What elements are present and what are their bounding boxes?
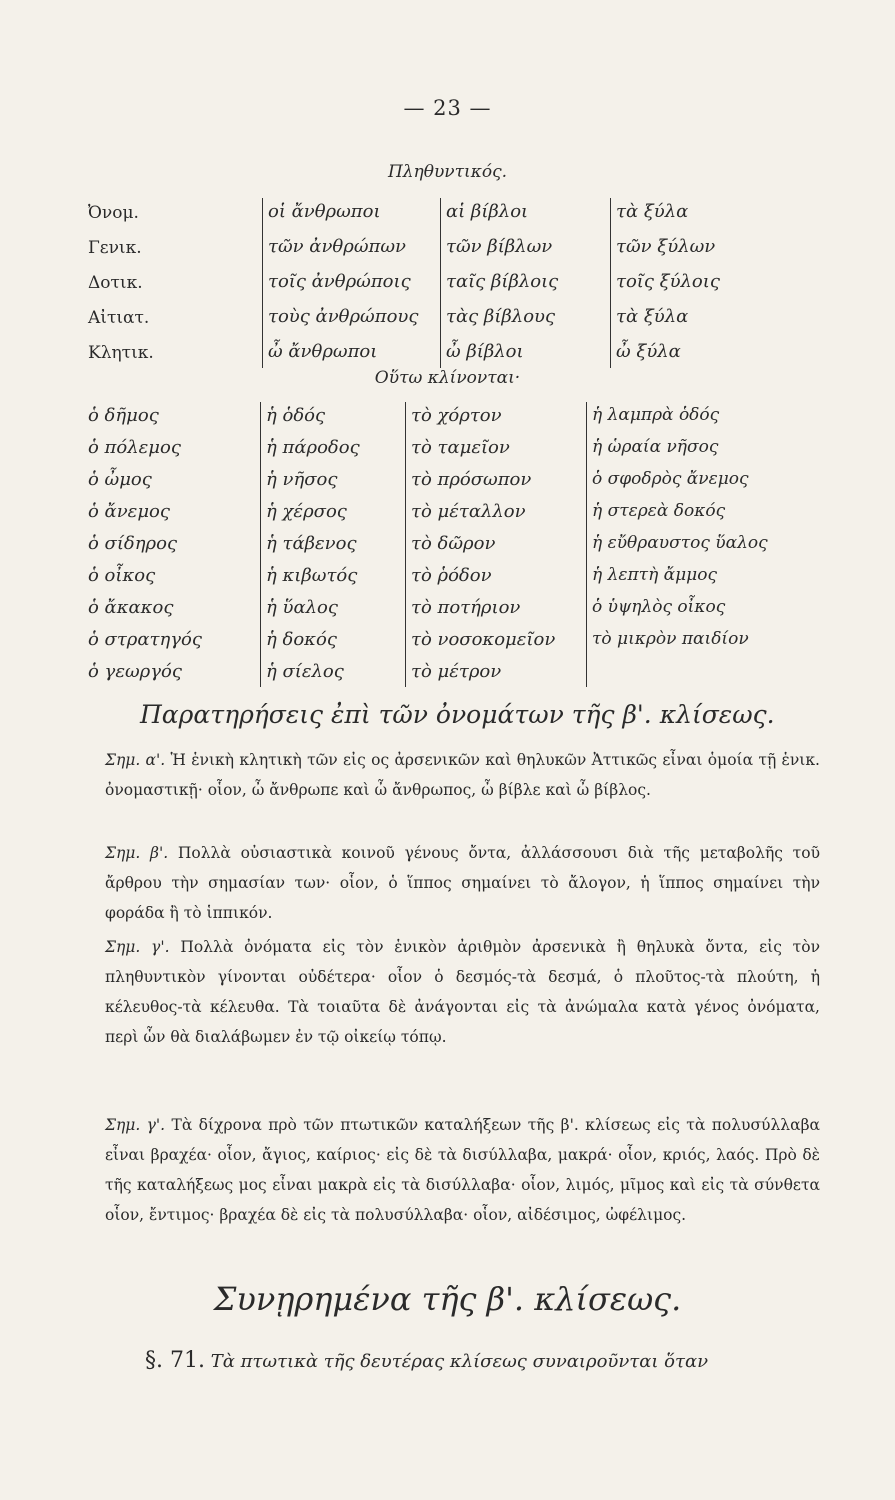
plural-cell: ὦ βίβλοι — [446, 341, 524, 362]
column-rule — [260, 402, 261, 687]
plural-cell: ὦ ἄνθρωποι — [268, 341, 378, 362]
noun-cell: τὸ δῶρον — [411, 533, 496, 554]
plural-cell: τῶν ξύλων — [616, 236, 716, 257]
plural-cell: αἱ βίβλοι — [446, 201, 529, 222]
paragraph-71 — [145, 1348, 708, 1373]
plural-cell: τοὺς ἀνθρώπους — [268, 306, 419, 327]
column-rule — [610, 198, 611, 368]
noun-cell: ἡ πάροδος — [266, 437, 360, 458]
noun-cell: τὸ ταμεῖον — [411, 437, 510, 458]
noun-cell: ἡ δοκός — [266, 629, 337, 650]
plural-cell: τοῖς ἀνθρώποις — [268, 271, 411, 292]
noun-cell: ἡ λεπτὴ ἄμμος — [592, 565, 717, 585]
noun-cell: ὁ ἄκακος — [88, 597, 174, 618]
noun-cell: τὸ χόρτον — [411, 405, 502, 426]
noun-cell: τὸ νοσοκομεῖον — [411, 629, 556, 650]
noun-cell: ὁ ἄνεμος — [88, 501, 170, 522]
noun-cell: ἡ στερεὰ δοκός — [592, 501, 726, 521]
case-label: Γενικ. — [88, 238, 142, 258]
noun-cell: ὁ σφοδρὸς ἄνεμος — [592, 469, 749, 489]
plural-cell: ταῖς βίβλοις — [446, 271, 559, 292]
case-label: Κλητικ. — [88, 343, 154, 363]
noun-cell: ὁ σίδηρος — [88, 533, 178, 554]
noun-cell: ὁ δῆμος — [88, 405, 159, 426]
case-label: Αἰτιατ. — [88, 308, 150, 328]
column-rule — [440, 198, 441, 368]
note-text: Πολλὰ ὀνόματα εἰς τὸν ἑνικὸν ἀριθμὸν ἀρσενικὰ ἢ θηλυκὰ ὄντα, εἰς τὸν πληθυντικὸν γίνονται οὐδέτερα· οἷον ὁ δεσμός-τὰ δεσμά, ὁ πλοῦτος-τὰ πλούτη, ἡ κέλευθος-τὰ κέλευθα. Τὰ τοιαῦτα δὲ ἀνάγονται εἰς τὰ ἀνώμαλα κατὰ γένος ὀνόματα, περὶ ὧν θὰ διαλάβωμεν ἐν τῷ οἰκείῳ τόπῳ. — [105, 938, 821, 1046]
noun-cell: τὸ ποτήριον — [411, 597, 521, 618]
column-rule — [262, 198, 263, 368]
noun-cell: τὸ μέτρον — [411, 661, 502, 682]
noun-cell: ὁ πόλεμος — [88, 437, 181, 458]
plural-cell: τῶν βίβλων — [446, 236, 553, 257]
page-number: — 23 — — [403, 96, 492, 120]
noun-cell: ἡ ὁδός — [266, 405, 326, 426]
noun-cell: ἡ λαμπρὰ ὁδός — [592, 405, 720, 425]
noun-cell: τὸ πρόσωπον — [411, 469, 532, 490]
note-text: Τὰ δίχρονα πρὸ τῶν πτωτικῶν καταλήξεων τῆς β'. κλίσεως εἰς τὰ πολυσύλλαβα εἶναι βραχέα· οἷον, ἄγιος, καίριος· εἰς δὲ τὰ δισύλλαβα, μακρά· οἷον, κριός, λαός. Πρὸ δὲ τῆς καταλήξεως μος εἶναι μακρὰ εἰς τὰ δισύλλαβα· οἷον, λιμός, μῖμος καὶ εἰς τὰ σύνθετα οἷον, ἔντιμος· βραχέα δὲ εἰς τὰ πολυσύλλαβα· οἷον, αἰδέσιμος, ὠφέλιμος. — [105, 1116, 821, 1224]
note-label: Σημ. α'. — [105, 751, 166, 769]
noun-cell: τὸ μέταλλον — [411, 501, 526, 522]
plural-cell: οἱ ἄνθρωποι — [268, 201, 381, 222]
noun-cell: τὸ μικρὸν παιδίον — [592, 629, 749, 649]
note-label: Σημ. γ'. — [105, 938, 170, 956]
plural-cell: τὰ ξύλα — [616, 201, 689, 222]
plural-cell: τῶν ἀνθρώπων — [268, 236, 406, 257]
case-label: Ὀνομ. — [88, 203, 139, 223]
column-rule — [586, 402, 587, 687]
noun-cell: ὁ οἶκος — [88, 565, 156, 586]
section-number: §. 71. — [145, 1348, 205, 1373]
noun-cell: τὸ ῥόδον — [411, 565, 492, 586]
note — [105, 1110, 820, 1230]
noun-cell: ἡ χέρσος — [266, 501, 347, 522]
plural-cell: τὰς βίβλους — [446, 306, 556, 327]
noun-cell: ἡ τάβενος — [266, 533, 357, 554]
column-rule — [405, 402, 406, 687]
note-text: Ἡ ἑνικὴ κλητικὴ τῶν εἰς ος ἀρσενικῶν καὶ θηλυκῶν Ἀττικῶς εἶναι ὁμοία τῇ ἑνικ. ὀνομαστικῇ· οἷον, ὦ ἄνθρωπε καὶ ὦ ἄνθρωπος, ὦ βίβλε καὶ ὦ βίβλος. — [105, 751, 820, 799]
noun-cell: ἡ ὕαλος — [266, 597, 338, 618]
noun-cell: ὁ ὑψηλὸς οἶκος — [592, 597, 726, 617]
noun-cell: ὁ γεωργός — [88, 661, 182, 682]
contracted-title: Συνῃρημένα τῆς β'. κλίσεως. — [213, 1280, 682, 1318]
declension-heading: Οὕτω κλίνονται· — [374, 368, 521, 388]
noun-cell: ἡ εὔθραυστος ὕαλος — [592, 533, 768, 553]
note — [105, 745, 820, 805]
noun-cell: ἡ νῆσος — [266, 469, 338, 490]
note-label: Σημ. β'. — [105, 844, 169, 862]
note-text: Πολλὰ οὐσιαστικὰ κοινοῦ γένους ὄντα, ἀλλάσσουσι διὰ τῆς μεταβολῆς τοῦ ἄρθρου τὴν σημασίαν των· οἷον, ὁ ἵππος σημαίνει τὸ ἄλογον, ἡ ἵππος σημαίνει τὴν φοράδα ἢ τὸ ἱππικόν. — [105, 844, 820, 922]
section-title: Παρατηρήσεις ἐπὶ τῶν ὀνομάτων τῆς β'. κλίσεως. — [140, 700, 775, 729]
plural-cell: τὰ ξύλα — [616, 306, 689, 327]
paragraph-text: Τὰ πτωτικὰ τῆς δευτέρας κλίσεως συναιροῦνται ὅταν — [210, 1351, 709, 1372]
noun-cell: ὁ στρατηγός — [88, 629, 202, 650]
note — [105, 838, 820, 928]
noun-cell: ἡ κιβωτός — [266, 565, 358, 586]
plural-cell: τοῖς ξύλοις — [616, 271, 720, 292]
noun-cell: ἡ σίελος — [266, 661, 344, 682]
noun-cell: ὁ ὦμος — [88, 469, 152, 490]
note-label: Σημ. γ'. — [105, 1116, 166, 1134]
note — [105, 932, 820, 1052]
plural-cell: ὦ ξύλα — [616, 341, 681, 362]
noun-cell: ἡ ὡραία νῆσος — [592, 437, 719, 457]
case-label: Δοτικ. — [88, 273, 143, 293]
plural-heading: Πληθυντικός. — [387, 162, 508, 182]
